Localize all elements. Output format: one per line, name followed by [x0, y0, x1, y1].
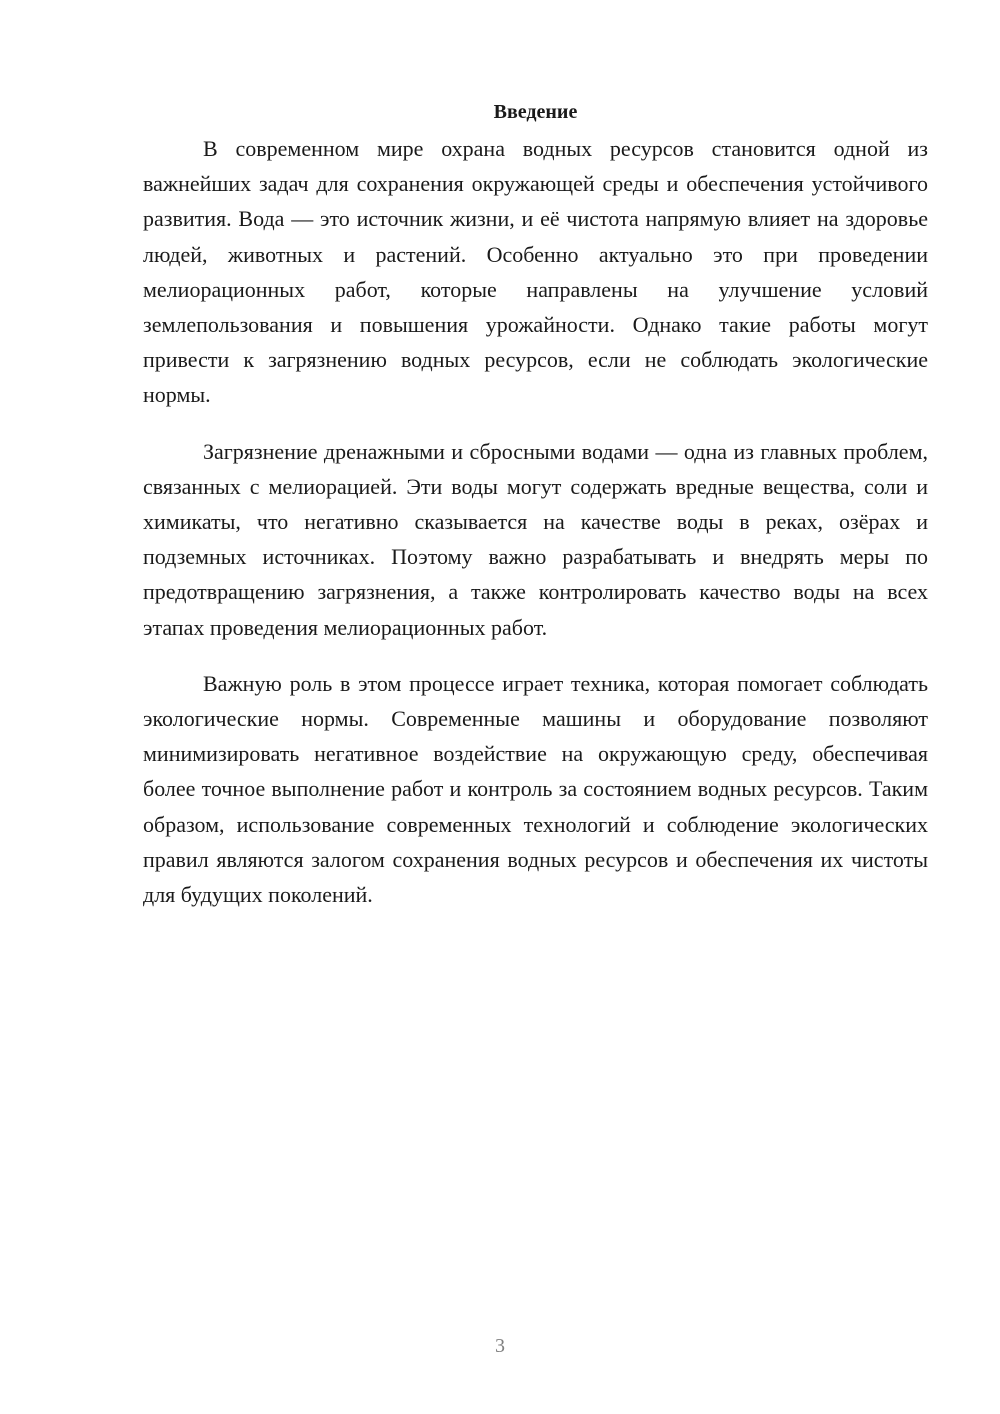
paragraph-2: Загрязнение дренажными и сбросными водами — одна из главных проблем, связанных с мелиорацией. Эти воды могут содержать вредные вещества, соли и химикаты, что негативно сказывается на качестве воды в реках, озёрах и подземных источниках. Поэтому важно разрабатывать и внедрять меры по предотвращению загрязнения, а также контролировать качество воды на всех этапах проведения мелиорационных работ.	[143, 438, 928, 640]
paragraph-1: В современном мире охрана водных ресурсов становится одной из важнейших задач для сохранения окружающей среды и обеспечения устойчивого развития. Вода — это источник жизни, и её чистота напрямую влияет на здоровье людей, животных и растений. Особенно актуально это при проведении мелиорационных работ, которые направлены на улучшение условий землепользования и повышения урожайности. Однако такие работы могут привести к загрязнению водных ресурсов, если не соблюдать экологические нормы.	[143, 136, 928, 408]
section-heading: Введение	[493, 101, 578, 123]
page-number: 3	[495, 1335, 505, 1357]
page-content	[143, 98, 928, 933]
paragraph-3: Важную роль в этом процессе играет техника, которая помогает соблюдать экологические нормы. Современные машины и оборудование позволяют минимизировать негативное воздействие на окружающую среду, обеспечивая более точное выполнение работ и контроль за состоянием водных ресурсов. Таким образом, использование современных технологий и соблюдение экологических правил являются залогом сохранения водных ресурсов и обеспечения их чистоты для будущих поколений.	[143, 670, 928, 908]
